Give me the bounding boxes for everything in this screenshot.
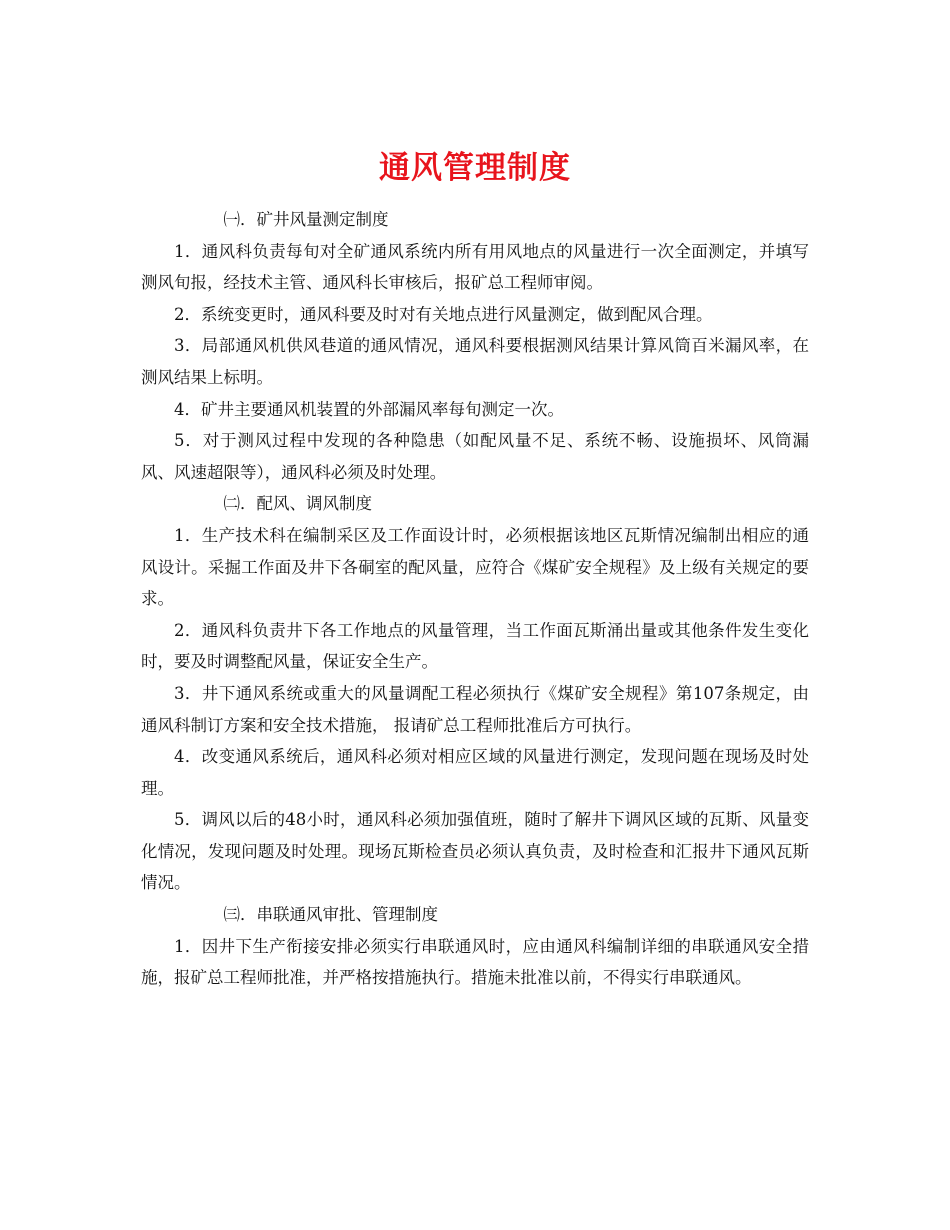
section-heading: ㈡．配风、调风制度: [223, 494, 372, 514]
section-heading: ㈠．矿井风量测定制度: [223, 210, 389, 229]
paragraph: 3．井下通风系统或重大的风量调配工程必须执行《煤矿安全规程》第107条规定，由通风科制订方案和安全技术措施， 报请矿总工程师批准后方可执行。: [141, 683, 809, 735]
document-body: [141, 204, 809, 994]
paragraph: 4．矿井主要通风机装置的外部漏风率每旬测定一次。: [174, 399, 564, 419]
paragraph: 5．调风以后的48小时，通风科必须加强值班，随时了解井下调风区域的瓦斯、风量变化情况，发现问题及时处理。现场瓦斯检查员必须认真负责，及时检查和汇报井下通风瓦斯情况。: [141, 810, 809, 893]
section-heading: ㈢．串联通风审批、管理制度: [223, 905, 438, 925]
paragraph: 1．通风科负责每旬对全矿通风系统内所有用风地点的风量进行一次全面测定，并填写测风旬报，经技术主管、通风科长审核后，报矿总工程师审阅。: [141, 241, 809, 293]
paragraph: 3．局部通风机供风巷道的通风情况，通风科要根据测风结果计算风筒百米漏风率，在测风结果上标明。: [141, 336, 809, 387]
paragraph: 1．生产技术科在编制采区及工作面设计时，必须根据该地区瓦斯情况编制出相应的通风设计。采掘工作面及井下各硐室的配风量，应符合《煤矿安全规程》及上级有关规定的要求。: [141, 525, 809, 609]
document-title: 通风管理制度: [379, 149, 571, 186]
paragraph: 4．改变通风系统后，通风科必须对相应区域的风量进行测定，发现问题在现场及时处理。: [141, 747, 809, 798]
paragraph: 1．因井下生产衔接安排必须实行串联通风时，应由通风科编制详细的串联通风安全措施，报矿总工程师批准，并严格按措施执行。措施未批准以前，不得实行串联通风。: [141, 936, 809, 988]
paragraph: 5．对于测风过程中发现的各种隐患（如配风量不足、系统不畅、设施损坏、风筒漏风、风速超限等），通风科必须及时处理。: [141, 431, 809, 482]
paragraph: 2．通风科负责井下各工作地点的风量管理，当工作面瓦斯涌出量或其他条件发生变化时，要及时调整配风量，保证安全生产。: [141, 620, 809, 672]
paragraph: 2．系统变更时，通风科要及时对有关地点进行风量测定，做到配风合理。: [174, 304, 713, 324]
